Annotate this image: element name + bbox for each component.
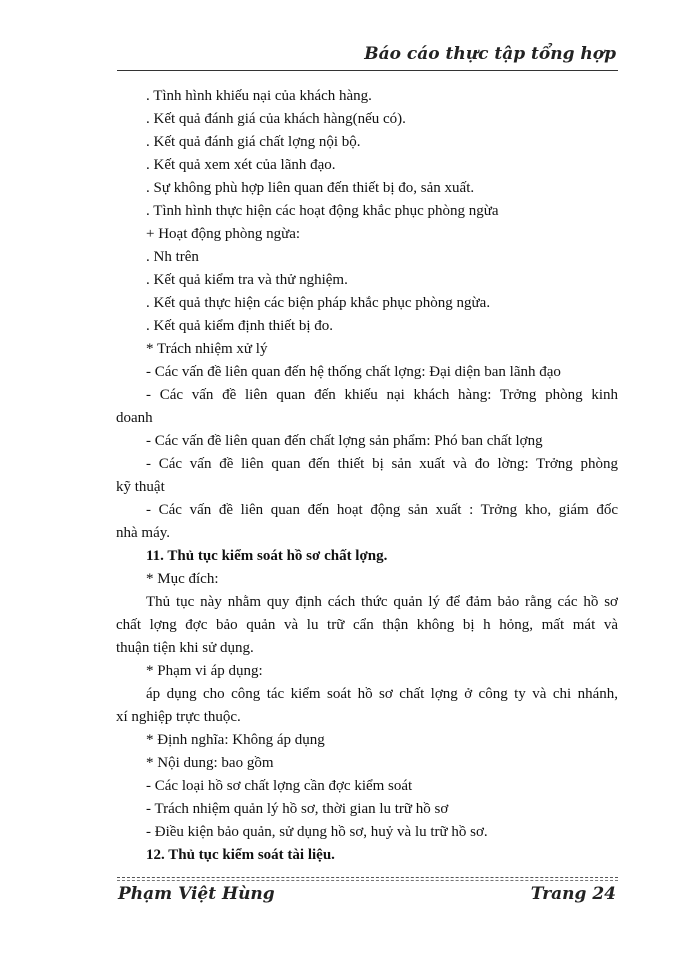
text-line: . Kết quả xem xét của lãnh đạo. xyxy=(146,157,336,173)
footer-rule xyxy=(117,877,618,878)
text-line: * Định nghĩa: Không áp dụng xyxy=(146,732,325,748)
text-line: . Tình hình thực hiện các hoạt động khắc phục phòng ngừa xyxy=(146,203,499,219)
text-line: - Trách nhiệm quản lý hồ sơ, thời gian lu trữ hồ sơ xyxy=(146,801,449,817)
text-line: kỹ thuật xyxy=(116,479,165,495)
text-line: - Các loại hồ sơ chất lợng cần đợc kiểm soát xyxy=(146,778,413,794)
text-line: . Nh trên xyxy=(146,249,199,265)
text-line: - Các vấn đề liên quan đến thiết bị sản xuất và đo lờng: Trởng phòng xyxy=(146,456,618,472)
section-heading: 12. Thủ tục kiểm soát tài liệu. xyxy=(146,847,335,863)
text-line: . Tình hình khiếu nại của khách hàng. xyxy=(146,88,372,104)
text-line: - Điều kiện bảo quản, sử dụng hồ sơ, huỷ và lu trữ hồ sơ. xyxy=(146,824,488,840)
footer-author: Phạm Việt Hùng xyxy=(118,884,275,904)
header-title: Báo cáo thực tập tổng hợp xyxy=(364,44,616,64)
footer-page-number: Trang 24 xyxy=(530,884,616,904)
text-line: nhà máy. xyxy=(116,525,171,541)
text-line: chất lợng đợc bảo quản và lu trữ cẩn thận không bị h hỏng, mất mát và xyxy=(116,617,618,633)
text-line: áp dụng cho công tác kiểm soát hồ sơ chất lợng ở công ty và chi nhánh, xyxy=(146,686,618,702)
text-line: doanh xyxy=(116,410,153,426)
text-line: xí nghiệp trực thuộc. xyxy=(116,709,241,725)
footer-rule xyxy=(117,880,618,881)
header-rule xyxy=(117,70,618,71)
text-line: . Kết quả kiểm tra và thử nghiệm. xyxy=(146,272,348,288)
text-line: . Kết quả kiểm định thiết bị đo. xyxy=(146,318,334,334)
text-line: - Các vấn đề liên quan đến hoạt động sản xuất : Trởng kho, giám đốc xyxy=(146,502,618,518)
text-line: . Sự không phù hợp liên quan đến thiết bị đo, sản xuất. xyxy=(146,180,475,196)
text-line: - Các vấn đề liên quan đến khiếu nại khách hàng: Trởng phòng kinh xyxy=(146,387,618,403)
document-body xyxy=(116,86,618,868)
section-heading: 11. Thủ tục kiểm soát hồ sơ chất lợng. xyxy=(146,548,388,564)
text-line: * Mục đích: xyxy=(146,571,219,587)
text-line: - Các vấn đề liên quan đến hệ thống chất lợng: Đại diện ban lãnh đạo xyxy=(146,364,561,380)
text-line: * Trách nhiệm xử lý xyxy=(146,341,268,357)
text-line: Thủ tục này nhằm quy định cách thức quản lý để đảm bảo rằng các hồ sơ xyxy=(146,594,618,610)
text-line: . Kết quả đánh giá chất lợng nội bộ. xyxy=(146,134,361,150)
text-line: thuận tiện khi sử dụng. xyxy=(116,640,254,656)
text-line: . Kết quả thực hiện các biện pháp khắc phục phòng ngừa. xyxy=(146,295,491,311)
text-line: . Kết quả đánh giá của khách hàng(nếu có). xyxy=(146,111,406,127)
text-line: * Phạm vi áp dụng: xyxy=(146,663,263,679)
text-line: * Nội dung: bao gồm xyxy=(146,755,274,771)
text-line: + Hoạt động phòng ngừa: xyxy=(146,226,301,242)
text-line: - Các vấn đề liên quan đến chất lợng sản phẩm: Phó ban chất lợng xyxy=(146,433,543,449)
